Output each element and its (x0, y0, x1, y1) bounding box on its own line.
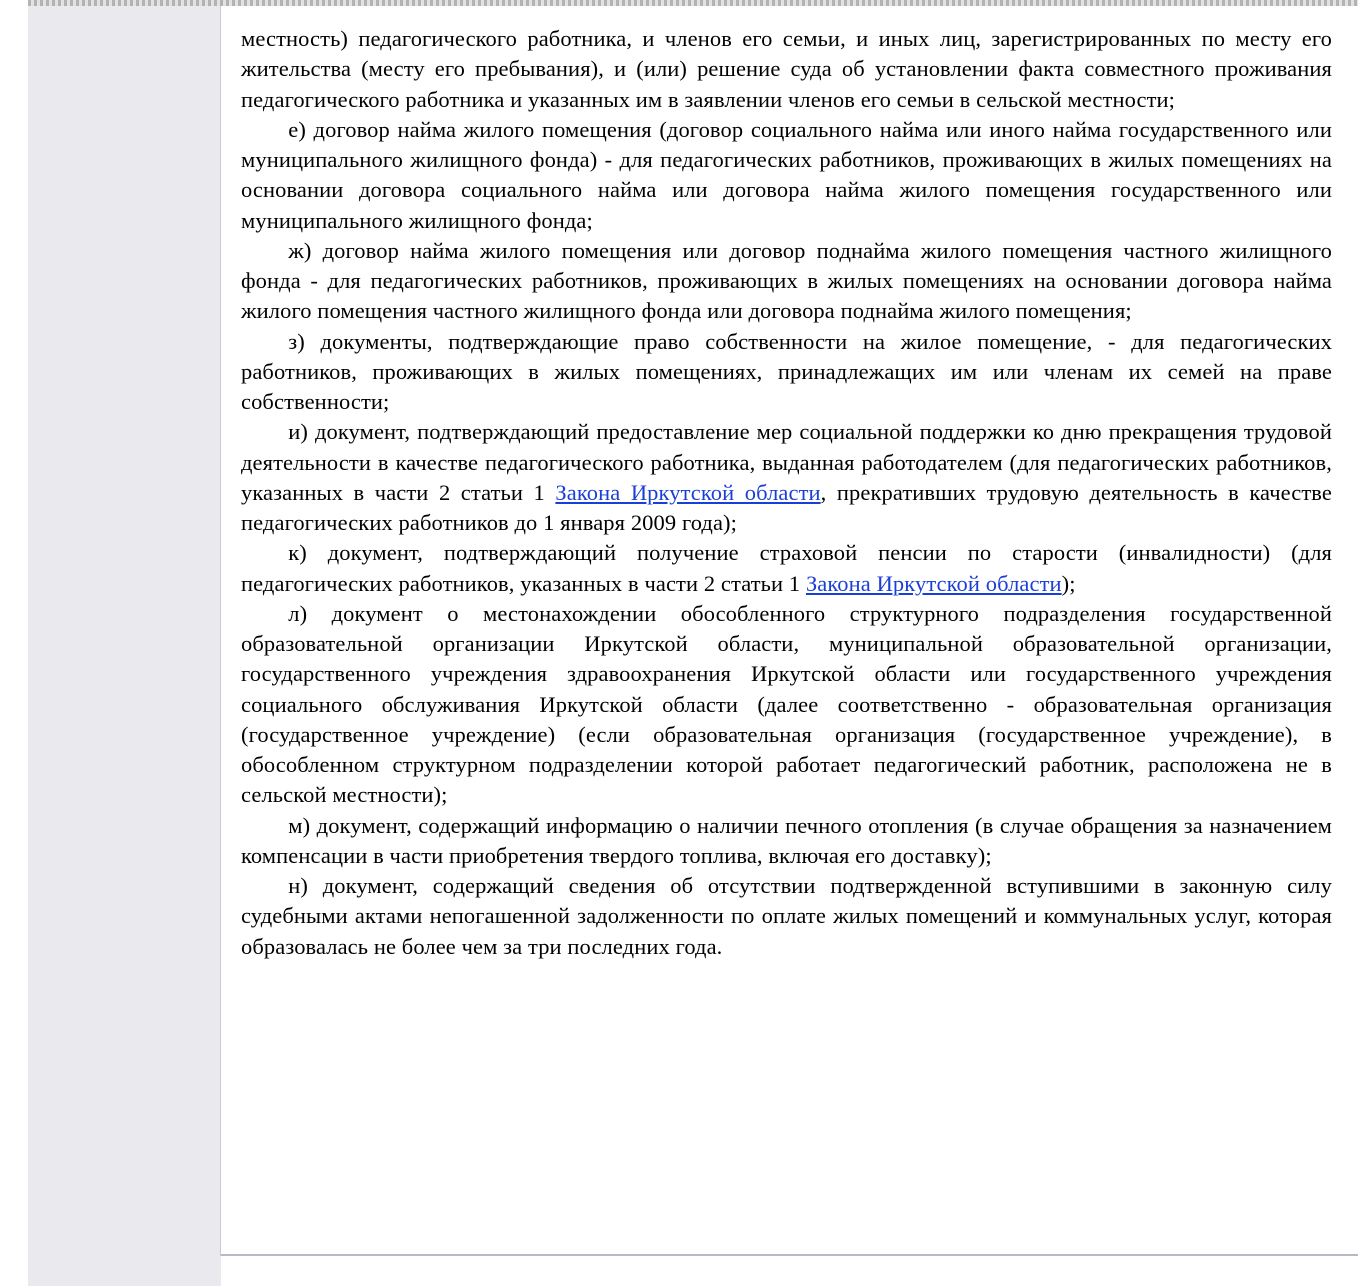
paragraph-text: к) документ, подтверждающий получение страховой пенсии по старости (инвалидности) (для педагогических работников, указанных в части 2 статьи 1 (241, 540, 1332, 596)
para-continuation (241, 24, 1332, 115)
paragraph-text: н) документ, содержащий сведения об отсутствии подтвержденной вступившими в законную силу судебными актами непогашенной задолженности по оплате жилых помещений и коммунальных услуг, которая образовалась не более чем за три последних года. (241, 873, 1332, 959)
paragraph-text: , прекративших трудовую деятельность в качестве педагогических работников до 1 января 2009 года); (241, 479, 1332, 535)
para-i (241, 417, 1332, 538)
paragraph-text: ж) договор найма жилого помещения или договор поднайма жилого помещения частного жилищного фонда - для педагогических работников, проживающих в жилых помещениях на основании договора найма жилого помещения частного жилищного фонда или договора поднайма жилого помещения; (241, 237, 1332, 324)
para-k (241, 538, 1332, 599)
page-left-edge (0, 0, 28, 1286)
para-e (241, 115, 1332, 236)
paragraph-text: л) документ о местонахождении обособленного структурного подразделения государственной образовательной организации Иркутской области, муниципальной образовательной организации, государственного учреждения здравоохранения Иркутской области или государственного учреждения социального обслуживания Иркутской области (далее соответственно - образовательная организация (государственное учреждение) (если образовательная организация (государственное учреждение), в обособленном структурном подразделении которой работает педагогический работник, расположена не в сельской местности); (241, 600, 1332, 808)
para-l (241, 599, 1332, 811)
paragraph-text: е) договор найма жилого помещения (договор социального найма или иного найма государственного или муниципального жилищного фонда) - для педагогических работников, проживающих в жилых помещениях на основании договора социального найма или договора найма жилого помещения государственного или муниципального жилищного фонда; (241, 116, 1332, 233)
para-n (241, 871, 1332, 962)
law-reference-link[interactable]: Закона Иркутской области (555, 479, 821, 505)
paragraph-text: м) документ, содержащий информацию о наличии печного отопления (в случае обращения за назначением компенсации в части приобретения твердого топлива, включая его доставку); (241, 812, 1332, 868)
paragraph-text: ); (1061, 570, 1076, 596)
left-gutter-column (28, 6, 221, 1256)
paragraph-text: з) документы, подтверждающие право собственности на жилое помещение, - для педагогических работников, проживающих в жилых помещениях, принадлежащих им или членам их семей на праве собственности; (241, 328, 1332, 414)
bottom-left-gutter-fill (28, 1256, 221, 1286)
paragraph-text: местность) педагогического работника, и членов его семьи, и иных лиц, зарегистрированных по месту его жительства (месту его пребывания), и (или) решение суда об установлении факта совместного проживания педагогического работника и указанных им в заявлении членов его семьи в сельской местности; (241, 26, 1332, 112)
para-z (241, 327, 1332, 418)
para-zh (241, 236, 1332, 327)
document-text-body (221, 6, 1358, 1256)
para-m (241, 811, 1332, 872)
bottom-scroll-bar[interactable] (221, 1254, 1358, 1286)
law-reference-link[interactable]: Закона Иркутской области (805, 570, 1062, 596)
paragraph-text: и) документ, подтверждающий предоставление мер социальной поддержки ко дню прекращения трудовой деятельности в качестве педагогического работника, выданная работодателем (для педагогических работников, указанных в части 2 статьи 1 (241, 419, 1332, 505)
